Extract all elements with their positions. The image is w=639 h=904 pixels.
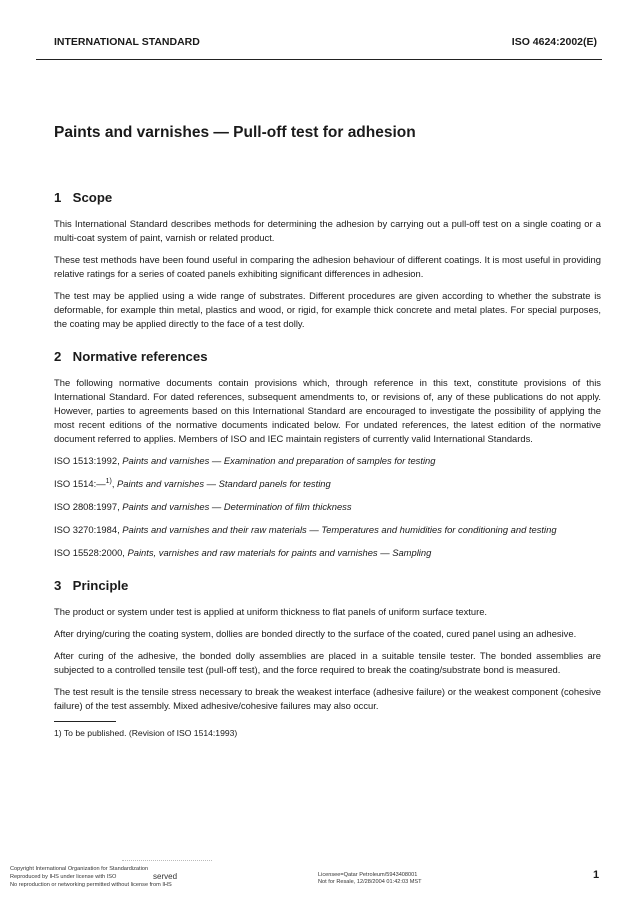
paragraph: These test methods have been found useful in comparing the adhesion behaviour of different coatings. It is most useful in providing relative ratings for a series of coated panels exhibiting significant differences in adhesion. bbox=[54, 254, 601, 279]
paragraph: The product or system under test is applied at uniform thickness to flat panels of uniform surface texture. bbox=[54, 606, 488, 617]
paragraph: This International Standard describes methods for determining the adhesion by carrying out a pull-off test on a single coating or a multi-coat system of paint, varnish or related product. bbox=[54, 218, 601, 243]
copyright-notice: Copyright International Organization for Standardization Reproduced by IHS under license with ISO No reproduction or networking permitted without license from IHS bbox=[10, 866, 172, 888]
header-standard-number: ISO 4624:2002(E) bbox=[511, 36, 597, 48]
paragraph: The following normative documents contain provisions which, through reference in this text, constitute provisions of this International Standard. For dated references, subsequent amendments to, or revisions of, any of these publications do not apply. However, parties to agreements based on this International Standard are encouraged to investigate the possibility of applying the most recent editions of the normative documents indicated below. For undated references, the latest edition of the normative document referred to applies. Members of ISO and IEC maintain registers of currently valid International Standards. bbox=[54, 377, 601, 444]
reference-item: ISO 1513:1992, Paints and varnishes — Examination and preparation of samples for testing bbox=[54, 455, 436, 466]
reference-item: ISO 3270:1984, Paints and varnishes and their raw materials — Temperatures and humidities for conditioning and testing bbox=[54, 524, 557, 535]
section-scope bbox=[54, 190, 601, 331]
footnote-marker: 1) bbox=[105, 477, 112, 485]
paragraph: The test result is the tensile stress necessary to break the weakest interface (adhesive failure) or the weakest component (cohesive failure) of the test assembly. Mixed adhesive/cohesive failures may also occur. bbox=[54, 686, 601, 711]
paragraph: After curing of the adhesive, the bonded dolly assemblies are placed in a suitable tensile tester. The bonded assemblies are subjected to a controlled tensile test (pull-off test), and the force required to break the coating/substrate bond is measured. bbox=[54, 650, 601, 675]
paragraph: The test may be applied using a wide range of substrates. Different procedures are given according to whether the substrate is deformable, for example thin metal, plastics and wood, or rigid, for example thick concrete and metal plates. For special purposes, the coating may be applied directly to the face of a test dolly. bbox=[54, 290, 601, 329]
section-heading: 2 Normative references bbox=[54, 349, 208, 364]
page-number: 1 bbox=[593, 869, 600, 881]
section-normative-references bbox=[54, 349, 601, 560]
reference-item: ISO 15528:2000, Paints, varnishes and raw materials for paints and varnishes — Sampling bbox=[54, 547, 432, 558]
header-standard-type: INTERNATIONAL STANDARD bbox=[54, 36, 200, 48]
paragraph: After drying/curing the coating system, dollies are bonded directly to the surface of the coated, cured panel using an adhesive. bbox=[54, 628, 577, 639]
section-heading: 1 Scope bbox=[54, 190, 113, 205]
document-title: Paints and varnishes — Pull-off test for adhesion bbox=[54, 124, 416, 141]
footer-served-text: served bbox=[153, 872, 178, 881]
section-heading: 3 Principle bbox=[54, 578, 129, 593]
license-notice: Licensee=Qatar Petroleum/5943408001 Not for Resale, 12/28/2004 01:42:03 MST bbox=[318, 872, 422, 885]
section-principle bbox=[54, 578, 601, 713]
reference-item: ISO 2808:1997, Paints and varnishes — Determination of film thickness bbox=[54, 501, 352, 512]
footnote-rule bbox=[54, 721, 116, 722]
footnote: 1) To be published. (Revision of ISO 1514:1993) bbox=[54, 728, 238, 738]
reference-item: ISO 1514:—$^{1)}$, Paints and varnishes — Standard panels for testing bbox=[54, 477, 331, 489]
document-body bbox=[54, 190, 601, 738]
running-header bbox=[36, 36, 602, 48]
divider bbox=[122, 860, 212, 861]
header-rule bbox=[36, 59, 602, 60]
